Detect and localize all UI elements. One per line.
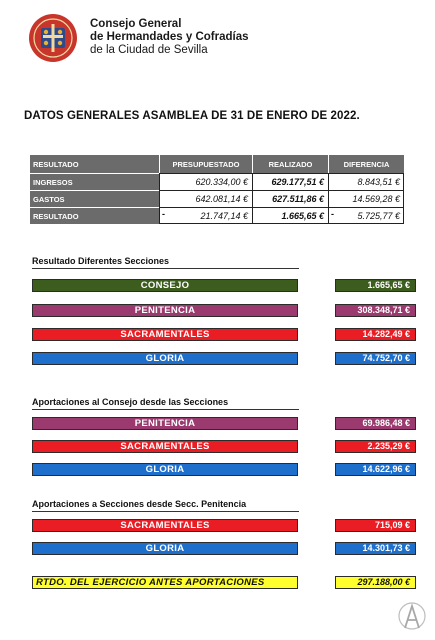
cell-gastos-presupuestado: 642.081,14 € bbox=[195, 194, 248, 204]
org-line-1: Consejo General bbox=[90, 18, 182, 30]
negative-sign: - bbox=[162, 209, 165, 219]
cell-ingresos-presupuestado: 620.334,00 € bbox=[195, 177, 248, 187]
row-label-ingresos: INGRESOS bbox=[30, 174, 159, 190]
bar-gloria: GLORIA bbox=[32, 352, 298, 365]
section-title: Aportaciones al Consejo desde las Secciones bbox=[32, 397, 229, 407]
section-rule bbox=[32, 409, 299, 410]
section-rule bbox=[32, 511, 299, 512]
cell-gastos-diferencia: 14.569,28 € bbox=[352, 194, 400, 204]
cell-ingresos-diferencia: 8.843,51 € bbox=[357, 177, 400, 187]
bar-consejo: CONSEJO bbox=[32, 279, 298, 292]
row-label-gastos: GASTOS bbox=[30, 191, 159, 207]
bar-penitencia: PENITENCIA bbox=[32, 417, 298, 430]
value-penitencia: 308.348,71 € bbox=[335, 304, 416, 317]
header-resultado: RESULTADO bbox=[30, 155, 159, 173]
header-realizado: REALIZADO bbox=[253, 155, 328, 173]
watermark-a-icon bbox=[397, 598, 427, 634]
cell-gastos-realizado: 627.511,86 € bbox=[272, 194, 324, 204]
final-result-value: 297.188,00 € bbox=[335, 576, 416, 589]
cell-resultado-diferencia: 5.725,77 € bbox=[357, 211, 400, 221]
value-gloria: 74.752,70 € bbox=[335, 352, 416, 365]
value-sacramentales: 14.282,49 € bbox=[335, 328, 416, 341]
section-rule bbox=[32, 268, 299, 269]
cell-resultado-presupuestado: 21.747,14 € bbox=[200, 211, 248, 221]
section-title: Resultado Diferentes Secciones bbox=[32, 256, 170, 266]
summary-table bbox=[30, 155, 404, 224]
bar-gloria: GLORIA bbox=[32, 542, 298, 555]
bar-sacramentales: SACRAMENTALES bbox=[32, 519, 298, 532]
org-line-3: de la Ciudad de Sevilla bbox=[90, 44, 208, 56]
value-sacramentales: 715,09 € bbox=[335, 519, 416, 532]
value-sacramentales: 2.235,29 € bbox=[335, 440, 416, 453]
cell-resultado-realizado: 1.665,65 € bbox=[281, 211, 324, 221]
watermark bbox=[397, 598, 427, 634]
value-gloria: 14.301,73 € bbox=[335, 542, 416, 555]
document-title: DATOS GENERALES ASAMBLEA DE 31 DE ENERO DE 2022. bbox=[24, 110, 360, 122]
value-penitencia: 69.986,48 € bbox=[335, 417, 416, 430]
header-presupuestado: PRESUPUESTADO bbox=[160, 155, 252, 173]
logo bbox=[29, 14, 77, 62]
bar-gloria: GLORIA bbox=[32, 463, 298, 476]
final-result-label: RTDO. DEL EJERCICIO ANTES APORTACIONES bbox=[32, 576, 298, 589]
value-gloria: 14.622,96 € bbox=[335, 463, 416, 476]
org-line-2: de Hermandades y Cofradías bbox=[90, 31, 249, 43]
cell-ingresos-realizado: 629.177,51 € bbox=[271, 177, 324, 187]
bar-penitencia: PENITENCIA bbox=[32, 304, 298, 317]
section-title: Aportaciones a Secciones desde Secc. Penitencia bbox=[32, 499, 247, 509]
bar-sacramentales: SACRAMENTALES bbox=[32, 328, 298, 341]
bar-sacramentales: SACRAMENTALES bbox=[32, 440, 298, 453]
organization-name bbox=[90, 18, 249, 57]
value-consejo: 1.665,65 € bbox=[335, 279, 416, 292]
header-diferencia: DIFERENCIA bbox=[329, 155, 404, 173]
row-label-resultado: RESULTADO bbox=[30, 208, 159, 224]
negative-sign: - bbox=[331, 209, 334, 219]
brotherhood-seal-icon bbox=[29, 14, 77, 62]
